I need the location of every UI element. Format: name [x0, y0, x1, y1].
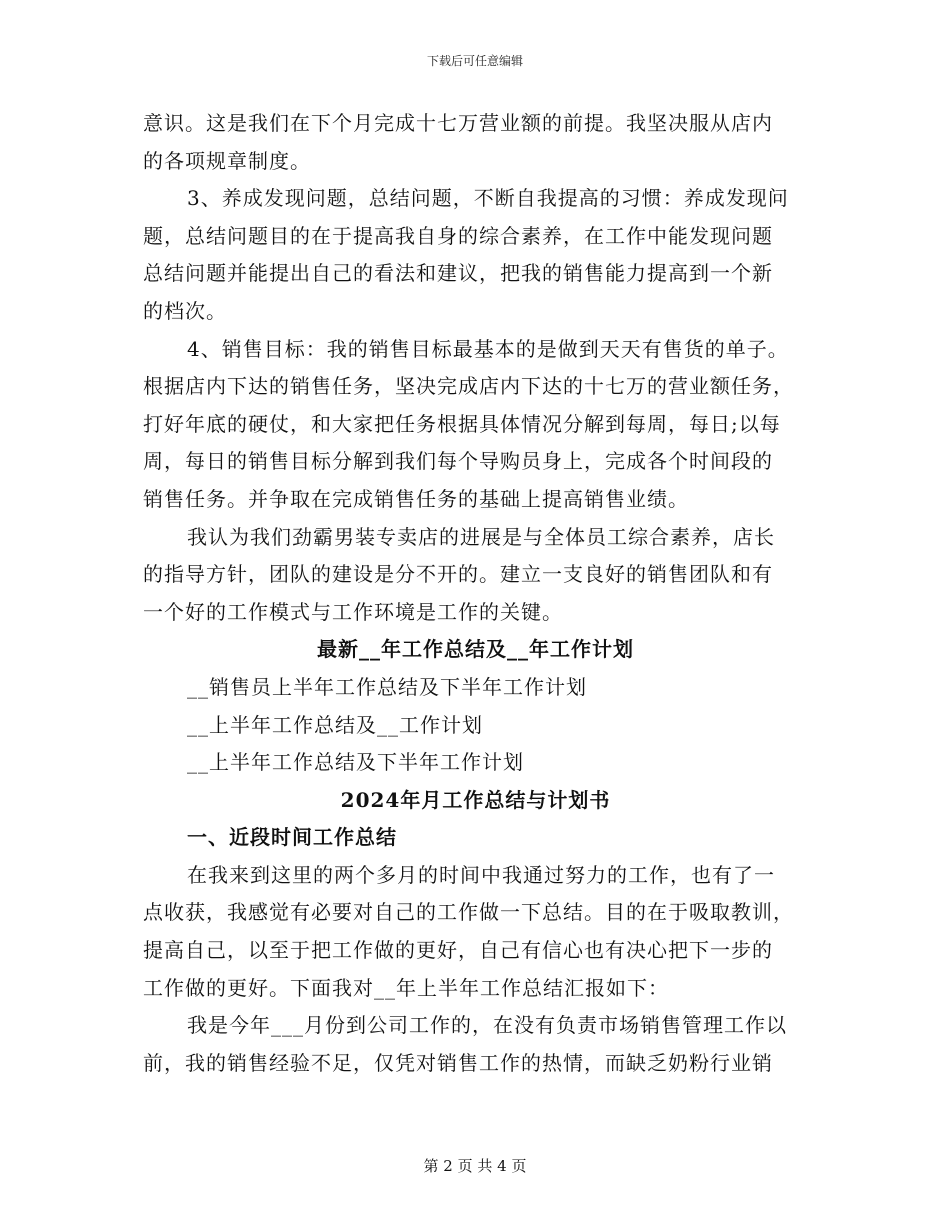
- text-line: 题，总结问题目的在于提高我自身的综合素养，在工作中能发现问题: [143, 223, 773, 248]
- text-line: __上半年工作总结及__工作计划: [187, 712, 483, 737]
- text-line: __上半年工作总结及下半年工作计划: [187, 750, 524, 775]
- text-line: 在我来到这里的两个多月的时间中我通过努力的工作，也有了一: [187, 862, 775, 887]
- header-note: 下载后可任意编辑: [426, 54, 523, 68]
- subsection-heading: 一、近段时间工作总结: [187, 825, 397, 850]
- text-line: 的指导方针，团队的建设是分不开的。建立一支良好的销售团队和有: [143, 562, 773, 587]
- text-line: 前，我的销售经验不足，仅凭对销售工作的热情，而缺乏奶粉行业销: [143, 1050, 773, 1075]
- text-line: 的各项规章制度。: [143, 148, 311, 173]
- text-line: 一个好的工作模式与工作环境是工作的关键。: [143, 599, 563, 624]
- text-line: 4、销售目标：我的销售目标最基本的是做到天天有售货的单子。: [187, 336, 789, 361]
- text-line: 打好年底的硬仗，和大家把任务根据具体情况分解到每周，每日;以每: [143, 411, 781, 436]
- text-line: 意识。这是我们在下个月完成十七万营业额的前提。我坚决服从店内: [143, 111, 773, 135]
- page-footer: 第 2 页 共 4 页: [423, 1157, 527, 1175]
- text-line: 工作做的更好。下面我对__年上半年工作总结汇报如下：: [143, 975, 669, 1000]
- text-line: 总结问题并能提出自己的看法和建议，把我的销售能力提高到一个新: [143, 261, 773, 286]
- text-line: 提高自己，以至于把工作做的更好，自己有信心也有决心把下一步的: [143, 938, 773, 963]
- text-line: 点收获，我感觉有必要对自己的工作做一下总结。目的在于吸取教训，: [143, 900, 794, 925]
- text-line: 根据店内下达的销售任务，坚决完成店内下达的十七万的营业额任务，: [143, 374, 794, 399]
- text-line: 我认为我们劲霸男装专卖店的进展是与全体员工综合素养，店长: [187, 524, 775, 549]
- text-line: 的档次。: [143, 298, 227, 323]
- text-line: 我是今年___月份到公司工作的，在没有负责市场销售管理工作以: [187, 1013, 787, 1038]
- text-line: __销售员上半年工作总结及下半年工作计划: [187, 674, 587, 699]
- text-line: 周，每日的销售目标分解到我们每个导购员身上，完成各个时间段的: [143, 449, 773, 474]
- document-body: [143, 105, 808, 1082]
- text-line: 3、养成发现问题，总结问题，不断自我提高的习惯：养成发现问: [187, 186, 789, 211]
- section-heading: 最新__年工作总结及__年工作计划: [317, 637, 634, 662]
- text-line: 销售任务。并争取在完成销售任务的基础上提高销售业绩。: [143, 486, 689, 511]
- section-heading: 2024年月工作总结与计划书: [340, 787, 611, 812]
